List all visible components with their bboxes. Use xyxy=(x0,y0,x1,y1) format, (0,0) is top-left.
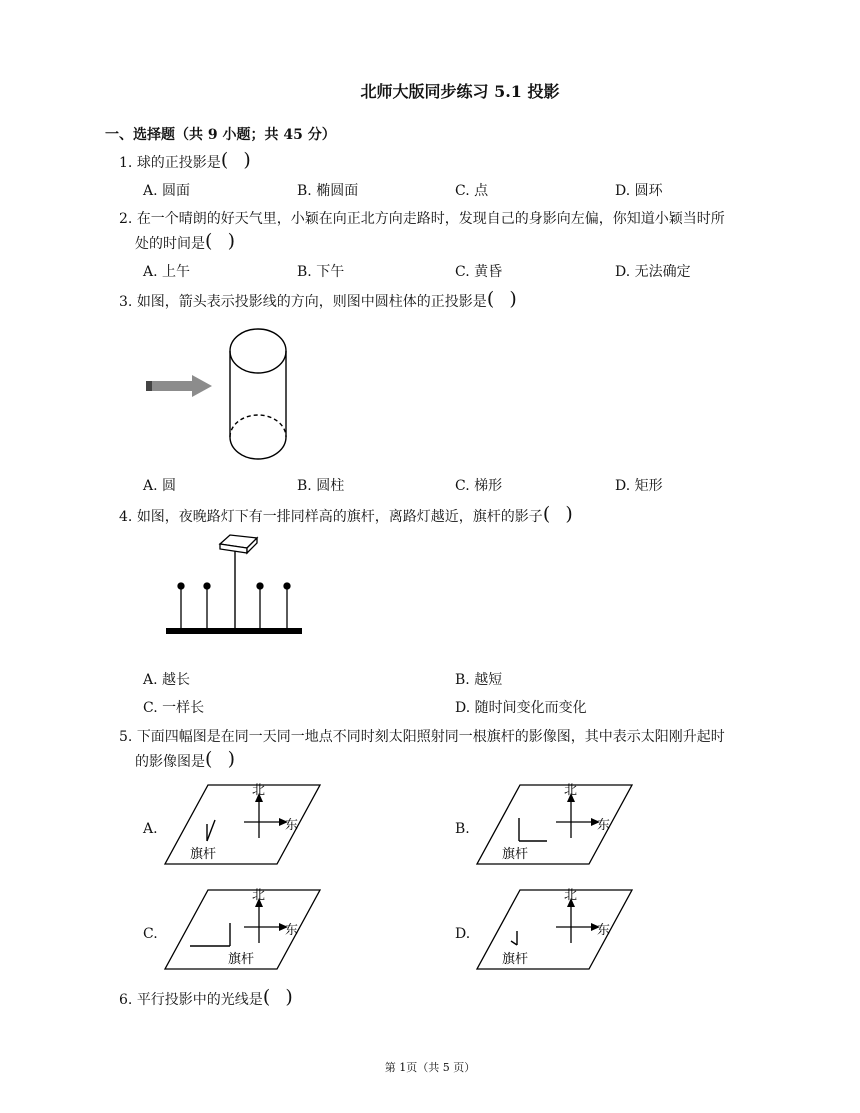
street-lamp-icon xyxy=(220,535,257,628)
ground-line xyxy=(166,628,302,634)
east-label: 东 xyxy=(597,923,611,938)
cylinder-shape xyxy=(230,329,286,459)
answer-blank xyxy=(205,234,235,252)
question-number: 2. xyxy=(119,211,133,227)
question-text: 平行投影中的光线是 xyxy=(136,992,263,1008)
cylinder-projection-figure xyxy=(140,320,300,470)
option-c: C. 点 xyxy=(455,183,489,199)
flagpole-shadow-icon xyxy=(519,818,547,841)
question-text: 如图，夜晚路灯下有一排同样高的旗杆，离路灯越近，旗杆的影子 xyxy=(136,509,543,525)
figure-a-label: A. xyxy=(143,821,158,837)
north-label: 北 xyxy=(564,783,578,798)
answer-blank xyxy=(543,507,573,525)
question-text: 如图，箭头表示投影线的方向，则图中圆柱体的正投影是 xyxy=(136,294,487,310)
section-heading: 一、选择题（共 9 小题；共 45 分） xyxy=(105,127,336,143)
pole-label: 旗杆 xyxy=(190,847,217,862)
question-text-line2: 的影像图是 xyxy=(135,754,205,770)
option-c: C. 一样长 xyxy=(143,700,205,716)
figure-d-shadow xyxy=(472,887,640,973)
east-label: 东 xyxy=(285,818,299,833)
question-number: 1. xyxy=(119,155,133,171)
figure-a-shadow xyxy=(160,782,328,868)
flagpole-shadow-icon xyxy=(511,931,517,945)
question-number: 3. xyxy=(119,294,133,310)
figure-c-shadow xyxy=(160,887,328,973)
figure-b-shadow xyxy=(472,782,640,868)
page-footer: 第 1页（共 5 页） xyxy=(384,1061,476,1074)
option-d: D. 圆环 xyxy=(615,183,663,199)
question-4 xyxy=(119,507,573,527)
question-text-line1: 在一个晴朗的好天气里，小颖在向正北方向走路时，发现自己的身影向左偏，你知道小颖当时所 xyxy=(136,211,725,227)
option-b: B. 下午 xyxy=(297,264,345,280)
north-label: 北 xyxy=(252,888,266,903)
option-c: C. 梯形 xyxy=(455,478,503,494)
pole-label: 旗杆 xyxy=(228,952,255,967)
flagpole-shadow-icon xyxy=(207,820,215,841)
figure-c-label: C. xyxy=(143,926,158,942)
option-a: A. 圆面 xyxy=(143,183,191,199)
pole-label: 旗杆 xyxy=(502,847,529,862)
north-label: 北 xyxy=(564,888,578,903)
question-5-line2 xyxy=(135,752,235,772)
question-6 xyxy=(119,990,293,1010)
question-text-line1: 下面四幅图是在同一天同一地点不同时刻太阳照射同一根旗杆的影像图，其中表示太阳刚升起时 xyxy=(136,729,725,745)
figure-d-label: D. xyxy=(455,926,471,942)
answer-blank xyxy=(263,990,293,1008)
east-label: 东 xyxy=(597,818,611,833)
pole-label: 旗杆 xyxy=(502,952,529,967)
question-3 xyxy=(119,292,517,312)
question-5 xyxy=(119,727,725,747)
question-number: 5. xyxy=(119,729,133,745)
question-text-line2: 处的时间是 xyxy=(135,236,205,252)
answer-blank xyxy=(205,752,235,770)
question-text: 球的正投影是 xyxy=(136,155,221,171)
question-number: 4. xyxy=(119,509,133,525)
answer-blank xyxy=(221,153,251,171)
option-a: A. 上午 xyxy=(143,264,191,280)
page-title: 北师大版同步练习 5.1 投影 xyxy=(360,82,560,101)
question-2-line2 xyxy=(135,234,235,254)
option-b: B. 越短 xyxy=(455,672,503,688)
flagpoles xyxy=(178,583,290,628)
option-d: D. 矩形 xyxy=(615,478,663,494)
option-a: A. 圆 xyxy=(143,478,177,494)
option-c: C. 黄昏 xyxy=(455,264,503,280)
option-d: D. 无法确定 xyxy=(615,264,691,280)
question-number: 6. xyxy=(119,992,133,1008)
figure-b-label: B. xyxy=(455,821,470,837)
question-2 xyxy=(119,209,725,229)
north-label: 北 xyxy=(252,783,266,798)
option-b: B. 圆柱 xyxy=(297,478,345,494)
flagpole-shadow-icon xyxy=(190,923,230,946)
option-b: B. 椭圆面 xyxy=(297,183,359,199)
option-a: A. 越长 xyxy=(143,672,191,688)
option-d: D. 随时间变化而变化 xyxy=(455,700,587,716)
question-1 xyxy=(119,153,251,173)
street-lamp-flagpoles-figure xyxy=(160,532,310,640)
east-label: 东 xyxy=(285,923,299,938)
answer-blank xyxy=(487,292,517,310)
projection-arrow-icon xyxy=(146,375,212,397)
